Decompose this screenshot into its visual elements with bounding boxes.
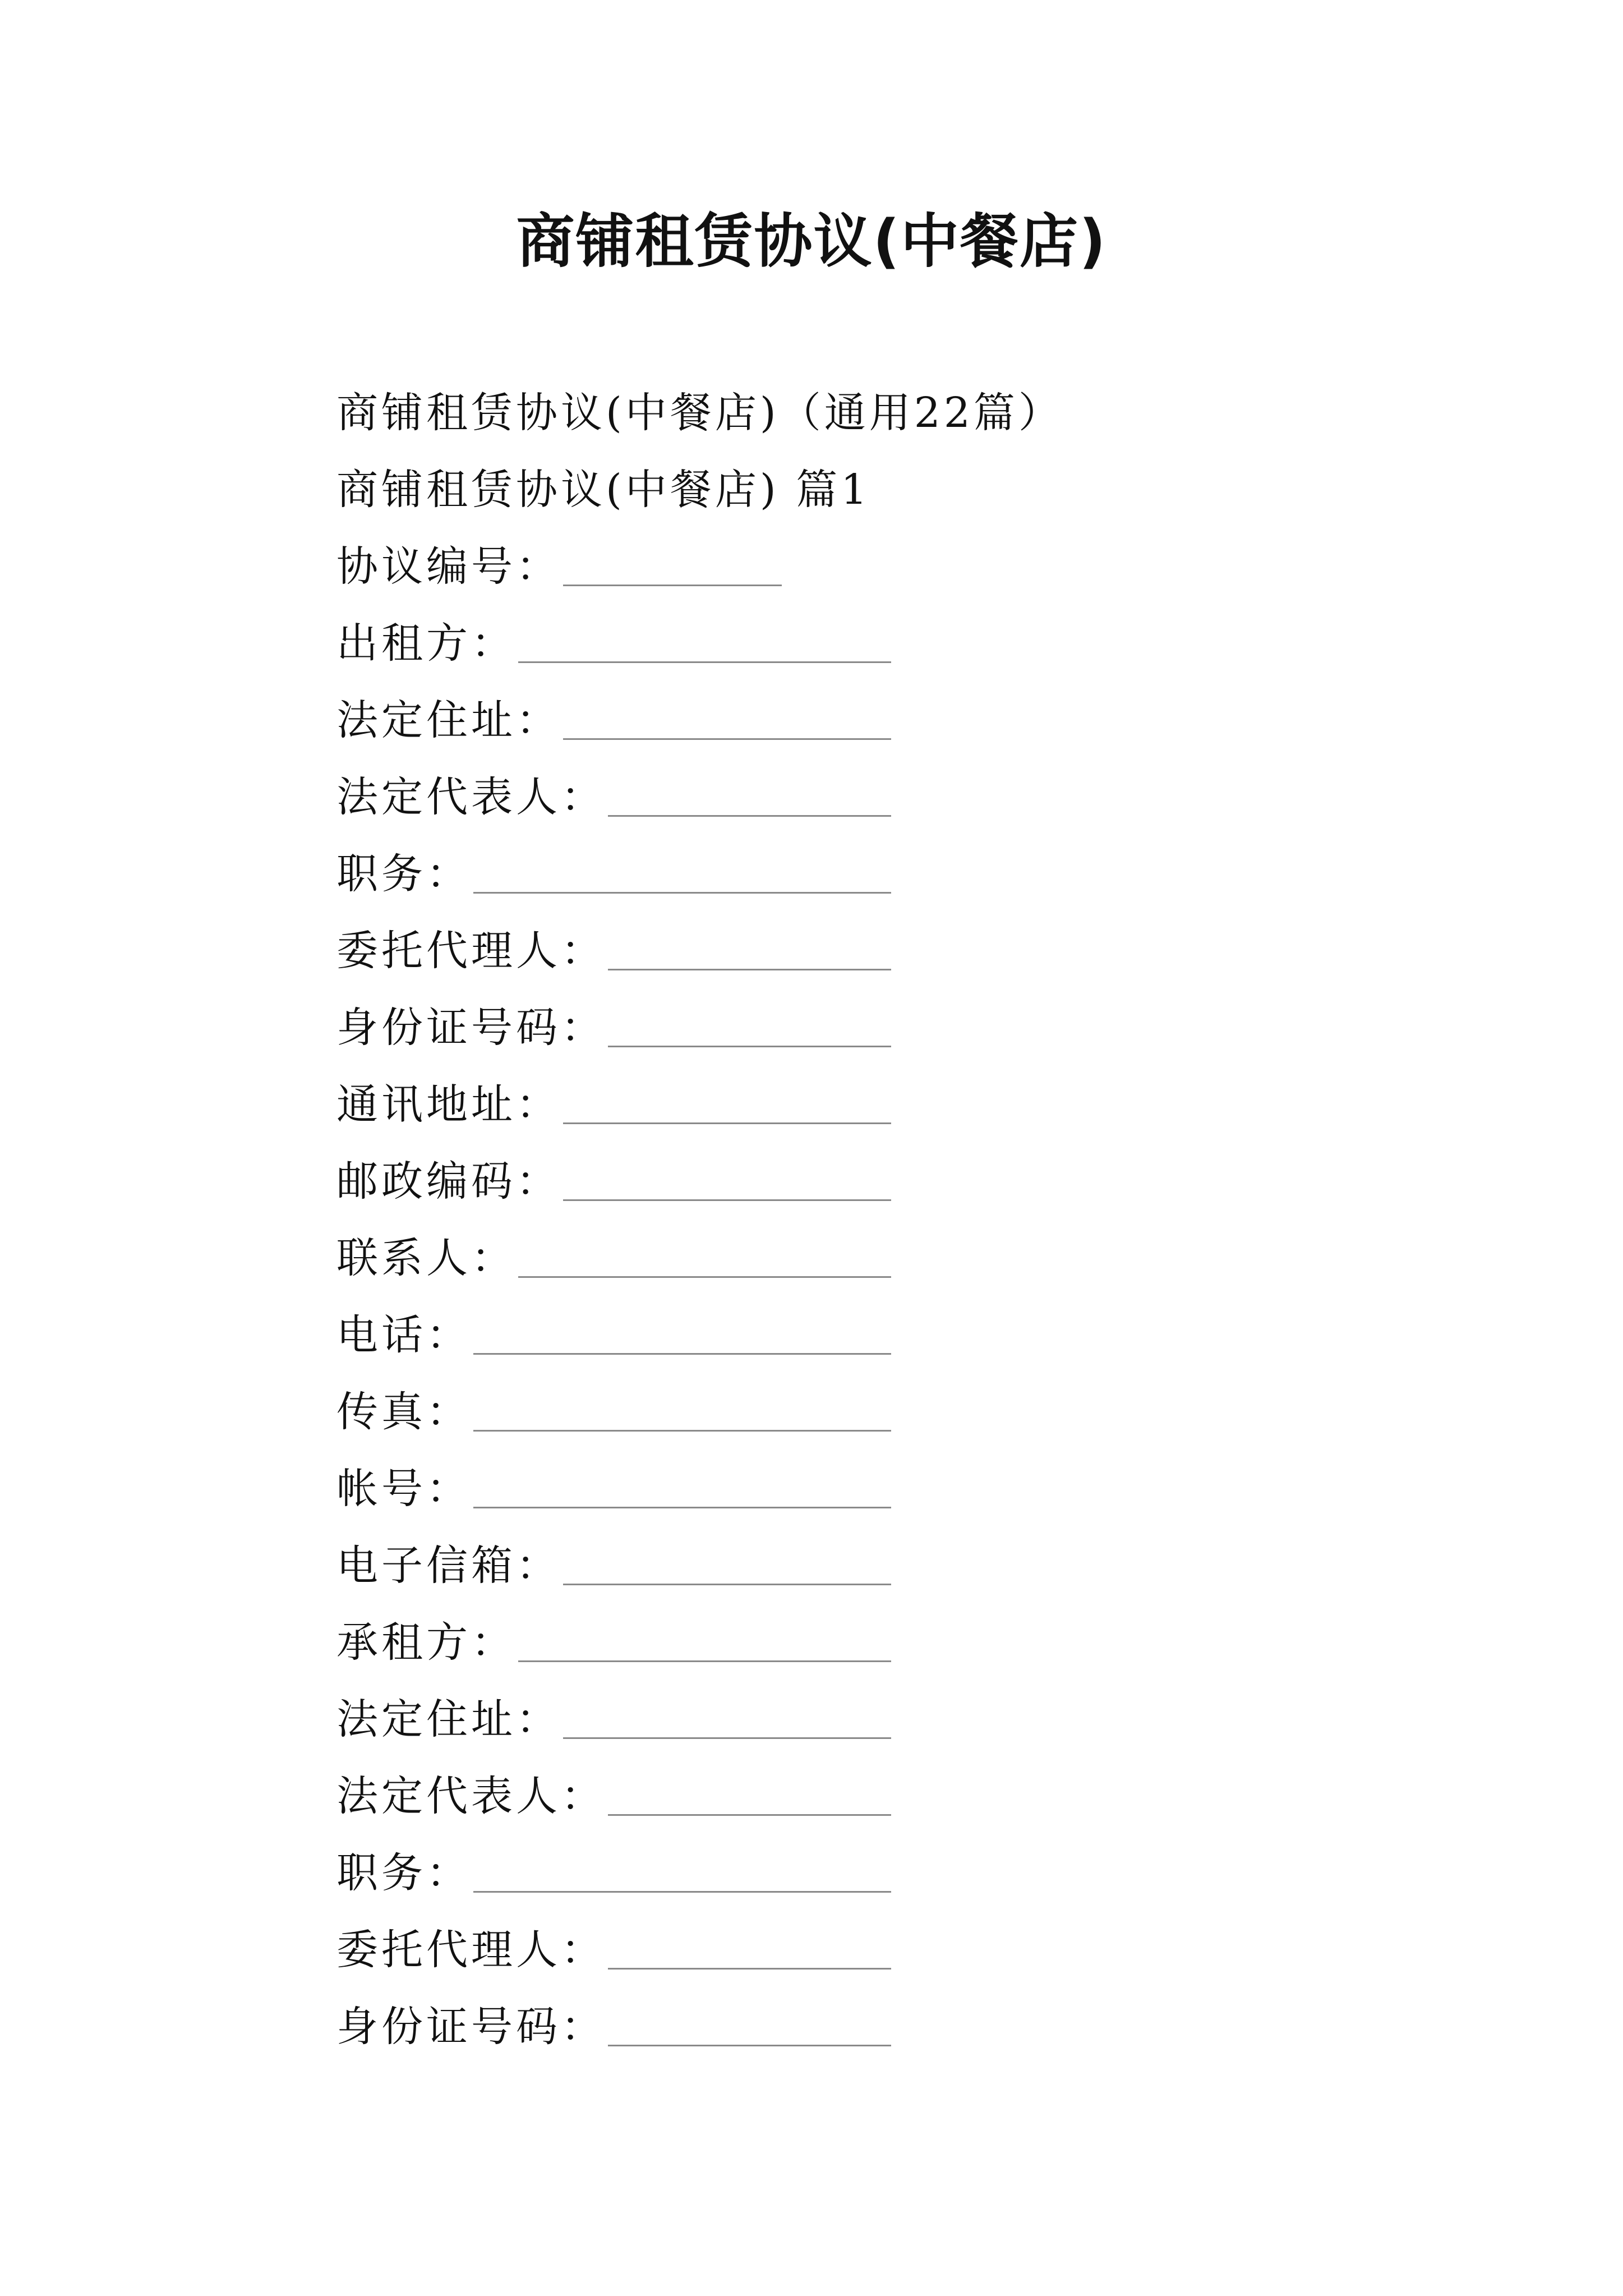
blank-line xyxy=(518,1604,891,1662)
blank-line xyxy=(518,605,891,663)
blank-line xyxy=(563,1681,891,1739)
field-row-legal-representative xyxy=(336,759,1290,836)
blank-line xyxy=(563,1066,891,1124)
field-row-position xyxy=(336,836,1290,913)
blank-line xyxy=(563,1143,891,1201)
field-row-lessee-position xyxy=(336,1835,1290,1912)
field-label: 电子信箱： xyxy=(336,1542,561,1590)
blank-line xyxy=(473,1297,891,1355)
field-label: 帐号： xyxy=(336,1465,471,1513)
blank-line xyxy=(473,1451,891,1508)
field-label: 职务： xyxy=(336,850,471,898)
blank-line xyxy=(518,1220,891,1278)
blank-line xyxy=(563,682,891,740)
field-label: 委托代理人： xyxy=(336,1926,606,1974)
field-row-lessee xyxy=(336,1604,1290,1681)
blank-line xyxy=(473,836,891,894)
field-row-fax xyxy=(336,1374,1290,1451)
field-label: 协议编号： xyxy=(336,542,561,591)
blank-line xyxy=(473,1835,891,1893)
blank-line xyxy=(473,1374,891,1432)
field-row-lessee-id-number xyxy=(336,1989,1290,2065)
field-row-agreement-number xyxy=(336,528,1290,605)
field-row-lessee-legal-address xyxy=(336,1681,1290,1758)
field-label: 职务： xyxy=(336,1849,471,1897)
field-label: 法定代表人： xyxy=(336,773,606,821)
blank-line xyxy=(608,990,891,1047)
field-label: 法定住址： xyxy=(336,696,561,744)
field-row-lessee-legal-representative xyxy=(336,1758,1290,1835)
field-label: 出租方： xyxy=(336,619,516,668)
blank-line xyxy=(608,913,891,970)
field-label: 委托代理人： xyxy=(336,927,606,975)
field-row-mailing-address xyxy=(336,1066,1290,1143)
field-row-id-number xyxy=(336,990,1290,1066)
field-row-contact-person xyxy=(336,1220,1290,1297)
field-label: 身份证号码： xyxy=(336,1004,606,1052)
field-row-lessee-authorized-agent xyxy=(336,1912,1290,1989)
section-heading: 商铺租赁协议(中餐店) 篇1 xyxy=(336,466,871,514)
field-row-postal-code xyxy=(336,1143,1290,1220)
collection-heading: 商铺租赁协议(中餐店)（通用22篇） xyxy=(336,389,1063,437)
field-label: 身份证号码： xyxy=(336,2003,606,2051)
field-row-email xyxy=(336,1527,1290,1604)
blank-line xyxy=(608,759,891,817)
field-label: 联系人： xyxy=(336,1234,516,1282)
blank-line xyxy=(608,1989,891,2046)
field-row-telephone xyxy=(336,1297,1290,1374)
field-label: 电话： xyxy=(336,1311,471,1359)
field-label: 邮政编码： xyxy=(336,1157,561,1205)
field-label: 法定代表人： xyxy=(336,1772,606,1820)
field-row-legal-address xyxy=(336,682,1290,759)
field-row-lessor xyxy=(336,605,1290,682)
field-row-authorized-agent xyxy=(336,913,1290,990)
field-label: 法定住址： xyxy=(336,1695,561,1743)
document-body xyxy=(336,375,1290,2065)
field-label: 承租方： xyxy=(336,1618,516,1667)
blank-line xyxy=(608,1912,891,1970)
field-label: 通讯地址： xyxy=(336,1080,561,1129)
field-label: 传真： xyxy=(336,1388,471,1436)
field-row-account-number xyxy=(336,1451,1290,1527)
blank-line xyxy=(608,1758,891,1816)
document-title: 商铺租赁协议(中餐店) xyxy=(516,207,1107,275)
blank-line xyxy=(563,528,782,586)
blank-line xyxy=(563,1527,891,1585)
